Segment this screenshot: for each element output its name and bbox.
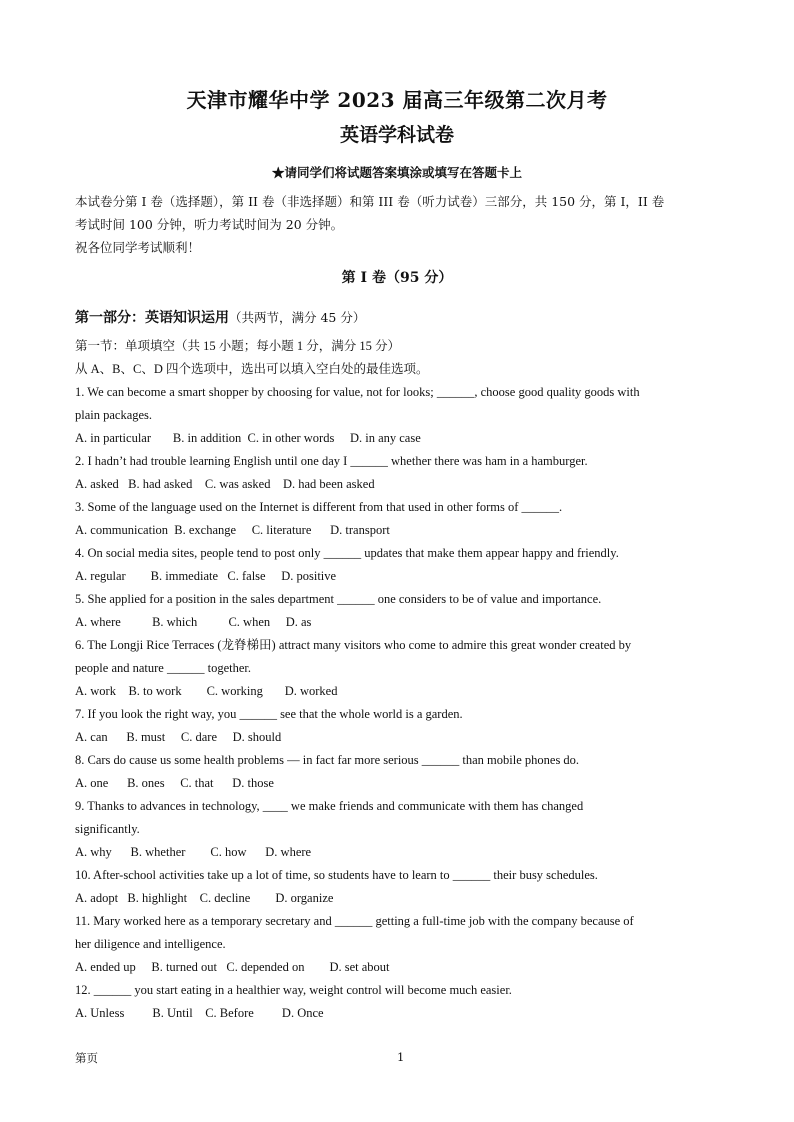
question-text: 4. On social media sites, people tend to post only ______ updates that make them appear happy and friendly. bbox=[75, 546, 619, 560]
question-options: A. why B. whether C. how D. where bbox=[75, 845, 312, 859]
question-options: A. work B. to work C. working D. worked bbox=[75, 684, 338, 698]
question-options: A. where B. which C. when D. as bbox=[75, 615, 312, 629]
question-text: 2. I hadn’t had trouble learning English until one day I ______ whether there was ham in a hamburger. bbox=[75, 454, 588, 468]
question-text: 8. Cars do cause us some health problems — in fact far more serious ______ than mobile phones do. bbox=[75, 753, 580, 767]
question-options: A. Unless B. Until C. Before D. Once bbox=[75, 1006, 324, 1020]
question-text: plain packages. bbox=[75, 408, 153, 422]
question-options: A. one B. ones C. that D. those bbox=[75, 776, 274, 790]
question-options: A. ended up B. turned out C. depended on D. set about bbox=[75, 960, 390, 974]
question-text: 3. Some of the language used on the Internet is different from that used in other forms of ______. bbox=[75, 500, 563, 514]
question-text: 5. She applied for a position in the sales department ______ one considers to be of value and importance. bbox=[75, 592, 602, 606]
exam-subtitle: 英语学科试卷 bbox=[339, 124, 454, 146]
question-options: A. regular B. immediate C. false D. positive bbox=[75, 569, 337, 583]
question-text: 10. After-school activities take up a lot of time, so students have to learn to ______ their busy schedules. bbox=[75, 868, 598, 882]
section-title: 第一节：单项填空（共 15 小题；每小题 1 分，满分 15 分） bbox=[75, 339, 401, 353]
question-text: significantly. bbox=[75, 822, 140, 836]
exam-intro bbox=[75, 190, 725, 259]
question-text: 11. Mary worked here as a temporary secretary and ______ getting a full-time job with the company because of bbox=[75, 914, 634, 928]
question-text: 7. If you look the right way, you ______ see that the whole world is a garden. bbox=[75, 707, 463, 721]
intro-line: 考试时间 100 分钟，听力考试时间为 20 分钟。 bbox=[75, 217, 344, 232]
question-body bbox=[75, 335, 735, 1025]
question-text: people and nature ______ together. bbox=[75, 661, 251, 675]
footer-label: 第页 bbox=[75, 1051, 98, 1065]
question-options: A. can B. must C. dare D. should bbox=[75, 730, 282, 744]
page-number: 1 bbox=[397, 1050, 405, 1064]
part-note: （共两节，满分 45 分） bbox=[229, 310, 366, 325]
question-text: 6. The Longji Rice Terraces (龙脊梯田) attract many visitors who come to admire this great wonder created by bbox=[75, 638, 632, 652]
part-heading bbox=[75, 307, 365, 327]
intro-line: 本试卷分第 I 卷（选择题），第 II 卷（非选择题）和第 III 卷（听力试卷）三部分，共 150 分，第 I，II 卷 bbox=[75, 194, 665, 209]
exam-title: 天津市耀华中学 2023 届高三年级第二次月考 bbox=[186, 88, 608, 112]
volume-title: 第 I 卷（95 分） bbox=[341, 270, 453, 286]
question-text: 9. Thanks to advances in technology, ____ we make friends and communicate with them has changed bbox=[75, 799, 584, 813]
answer-sheet-notice: ★请同学们将试题答案填涂或填写在答题卡上 bbox=[271, 165, 522, 180]
part-title: 第一部分：英语知识运用 bbox=[75, 310, 229, 326]
question-text: her diligence and intelligence. bbox=[75, 937, 226, 951]
question-text: 1. We can become a smart shopper by choosing for value, not for looks; ______, choose good quality goods with bbox=[75, 385, 640, 399]
intro-line: 祝各位同学考试顺利！ bbox=[75, 240, 201, 255]
question-options: A. asked B. had asked C. was asked D. had been asked bbox=[75, 477, 375, 491]
section-instruction: 从 A、B、C、D 四个选项中，选出可以填入空白处的最佳选项。 bbox=[75, 362, 429, 376]
question-text: 12. ______ you start eating in a healthier way, weight control will become much easier. bbox=[75, 983, 512, 997]
question-options: A. in particular B. in addition C. in other words D. in any case bbox=[75, 431, 421, 445]
question-options: A. adopt B. highlight C. decline D. organize bbox=[75, 891, 334, 905]
question-options: A. communication B. exchange C. literature D. transport bbox=[75, 523, 390, 537]
